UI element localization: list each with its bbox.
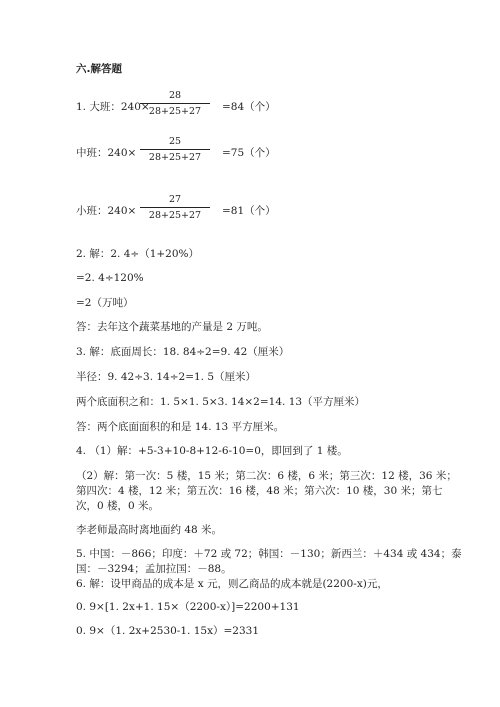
q6-line-1: 6. 解：设甲商品的成本是 x 元，则乙商品的成本就是(2200-x)元，: [76, 578, 388, 590]
fraction-bar: [140, 207, 210, 208]
q6-line-2: 0. 9×[1. 2x+1. 15×（2200-x）]=2200+131: [76, 601, 300, 613]
q3-answer: 答：两个底面面积的和是 14. 13 平方厘米。: [76, 421, 285, 433]
fraction-bar: [140, 103, 210, 104]
fraction-numerator: 25: [168, 136, 182, 147]
fraction-denominator: 28+25+27: [148, 152, 202, 163]
section-heading: 六.解答题: [76, 63, 122, 75]
q2-line-1: 2. 解：2. 4÷（1+20%）: [76, 248, 200, 260]
q1-row-prefix: 中班：240×: [76, 147, 137, 159]
q1-row-result: =81（个）: [222, 205, 276, 217]
q5-line-2: 国：－3294；孟加拉国：－88。: [76, 563, 232, 575]
q4-line-1: 4. （1）解：+5-3+10-8+12-6-10=0，即回到了 1 楼。: [76, 445, 348, 457]
fraction-numerator: 28: [168, 90, 182, 101]
fraction-bar: [140, 149, 210, 150]
fraction-denominator: 28+25+27: [148, 210, 202, 221]
q6-line-3: 0. 9×（1. 2x+2530-1. 15x）=2331: [76, 625, 260, 637]
q4-line-2a: （2）解：第一次：5 楼，15 米；第二次：6 楼，6 米；第三次：12 楼，36 米；: [76, 470, 457, 482]
fraction: [140, 194, 210, 221]
q1-row-prefix: 小班：240×: [76, 205, 137, 217]
q4-line-2b: 第四次：4 楼，12 米；第五次：16 楼，48 米；第六次：10 楼，30 米；第七: [76, 485, 443, 497]
q1-row-prefix: 1. 大班：240×: [76, 101, 150, 113]
q3-line-2: 半径：9. 42÷3. 14÷2=1. 5（厘米）: [76, 371, 257, 383]
q1-row-result: =75（个）: [222, 147, 276, 159]
q2-answer: 答：去年这个蔬菜基地的产量是 2 万吨。: [76, 321, 268, 333]
fraction: [140, 136, 210, 163]
q2-line-2: =2. 4÷120%: [76, 272, 144, 284]
q4-line-2c: 次，0 楼，0 米。: [76, 500, 160, 512]
fraction-denominator: 28+25+27: [148, 106, 202, 117]
q3-line-1: 3. 解：底面周长：18. 84÷2=9. 42（厘米）: [76, 346, 290, 358]
q2-line-3: =2（万吨）: [76, 297, 134, 309]
fraction: [140, 90, 210, 117]
q4-line-3: 李老师最高时离地面约 48 米。: [76, 524, 223, 536]
q3-line-3: 两个底面积之和：1. 5×1. 5×3. 14×2=14. 13（平方厘米）: [76, 396, 366, 408]
fraction-numerator: 27: [168, 194, 182, 205]
q5-line-1: 5. 中国：－866；印度：＋72 或 72；韩国：－130；新西兰：＋434 或 434；泰: [76, 548, 462, 560]
q1-row-result: =84（个）: [222, 101, 276, 113]
